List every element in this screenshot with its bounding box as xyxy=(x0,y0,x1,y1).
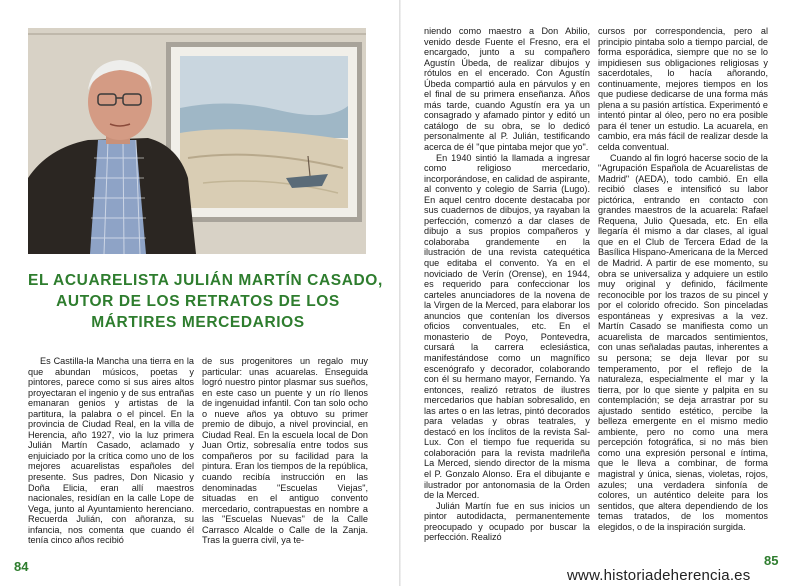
paragraph: En 1940 sintió la llamada a ingresar como religioso mercedario, incorporándose, en calidad de aspirante, al convento y colegio de Sarria (Lugo). En aquel centro docente destacaba por sus cuadernos de dibujos, ya rayaban la perfección, comenzó a dar clases de dibujo a sus propios compañeros y colaboraba grandemente en la ilustración de una revista catequética que editaba el convento. Ya en el noviciado de Verín (Orense), en 1944, es requerido para confeccionar los carteles anunciadores de la novena de la Virgen de la Merced, para elaborar los anuncios que contenían los diversos oficios conventuales, etc. En el monasterio de Poyo, Pontevedra, cursará la carrera eclesiástica, manifestándose como un magnífico escenógrafo y decorador, colaborando con él su hermano mayor, Fernando. Ya entonces, realizó retratos de ilustres mercedarios que habían sobresalido, en las artes o en las letras, pintó decorados para veladas y obras teatrales, y destacó en los ínclitos de la revista Sal-Lux. Con el tiempo fue requerida su colaboración para la revista madrileña La Merced, siendo director de la misma el P. Gonzalo Alonso. Era el dibujante e ilustrador por antonomasia de la Orden de la Merced. xyxy=(424,152,590,501)
artist-photo xyxy=(28,28,366,254)
paragraph: niendo como maestro a Don Abilio, venido desde Fuente el Fresno, era el encargado, junto a su compañero Agustín Úbeda, de realizar dibujos y rótulos en el encerado. Con Agustín Úbeda compartió aula en párvulos y en el final de su primera enseñanza. Años más tarde, cuando Agustín era ya un consagrado y afamado pintor y editó un catálogo de su obra, se lo dedicó personalmente al P. Julián, testificando acerca de él "que pintaba mejor que yo". xyxy=(424,26,590,153)
paragraph: cursos por correspondencia, pero al principio pintaba solo a tiempo parcial, de forma esporádica, siempre que no se lo impidiesen sus obligaciones religiosas y sacerdotales, lo hacía añorando, continuamente, mejores tiempos en los que pudiese dedicarse de una forma más plena a su pasión artística. Experimentó e intentó pintar al óleo, pero no era posible para él tener un estudio. La acuarela, en cambio, era más fácil de realizar desde la celda conventual. xyxy=(598,26,768,153)
article-title xyxy=(28,270,383,333)
title-line: AUTOR DE LOS RETRATOS DE LOS xyxy=(56,293,340,310)
title-line: EL ACUARELISTA JULIÁN MARTÍN CASADO, xyxy=(28,272,383,289)
left-page-column-1 xyxy=(28,356,194,546)
page-number-right: 85 xyxy=(764,553,779,568)
page-gutter xyxy=(399,0,401,586)
artist-photo-illustration xyxy=(28,28,366,254)
paragraph: Es Castilla-la Mancha una tierra en la que abundan músicos, poetas y pintores, parece como si sus aires altos proyectaran el ingenio y de sus entrañas emanaran genios y artistas de la partitura, la palabra o el pincel. En la provincia de Ciudad Real, en la villa de Herencia, año 1927, vio la luz primera Julián Martín Casado, aclamado y enjuiciado por la crítica como uno de los mejores acuarelistas españoles del presente. Sus padres, Don Nicasio y Doña Elicia, eran allí maestros nacionales, residían en la calle Lope de Vega, junto al Ayuntamiento herenciano. Recuerda Julián, con añoranza, su infancia, nos comenta que cuando él tenía cinco años recibió xyxy=(28,356,194,546)
paragraph: Julián Martín fue en sus inicios un pintor autodidacta, permanentemente preocupado y ocupado por buscar la perfección. Realizó xyxy=(424,500,590,543)
paragraph: de sus progenitores un regalo muy particular: unas acuarelas. Enseguida logró nuestro pintor plasmar sus sueños, en este caso un puente y un río llenos de ingenuidad infantil. Con tan solo ocho o nueve años ya obtuvo su primer premio de dibujo, a nivel provincial, en Ciudad Real. En la escuela local de Don Juan Ortiz, sobresalía entre todos sus compañeros por su facilidad para la pintura. Eran los tiempos de la república, cuando recibía instrucción en las denominadas "Escuelas Viejas", situadas en el antiguo convento mercedario, contrapuestas en nombre a las "Escuelas Nuevas" de la Calle Carrasco Alcalde o Calle de la Zanja. Tras la guerra civil, ya te- xyxy=(202,356,368,546)
website-url[interactable]: www.historiadeherencia.es xyxy=(567,567,751,584)
right-page-column-1 xyxy=(424,26,590,543)
left-page-column-2 xyxy=(202,356,368,546)
right-page-column-2 xyxy=(598,26,768,532)
title-line: MÁRTIRES MERCEDARIOS xyxy=(91,314,305,331)
page-number-left: 84 xyxy=(14,559,29,574)
paragraph: Cuando al fin logró hacerse socio de la "Agrupación Española de Acuarelistas de Madrid" (AEDA), todo cambió. En ella recibió clases e intensificó su labor pictórica, entrando en contacto con grandes maestros de la acuarela: Rafael Requena, Julio Quesada, etc. En ella llegaría él mismo a dar clases, al igual que en el Club de Tercera Edad de la Basílica Hispano-Americana de la Merced de Madrid. A partir de ese momento, su obra se universaliza y adquiere un estilo muy original y definido, fácilmente reconocible por los trazos de su pincel y por el colorido ofrecido. Son pinceladas espontáneas y expresivas a la vez. Martín Casado se manifiesta como un acuarelista de marcados sentimientos, con unas señaladas pautas, inherentes a su persona; se deja llevar por su temperamento, por el reflejo de la naturaleza, especialmente el mar y la tierra, por lo que siente y palpita en su contemplación; se deja arrastrar por su ajustado sentido estético, percibe la belleza emergente en el mismo medio ambiente, pero no como una mera percepción fotográfica, si no más bien como una expresión personal e íntima, que le lleva a combinar, de forma magistral y única, sienas, violetas, rojos, azules; una verdadera sinfonía de colores, un auténtico deleite para los sentidos, que altera dependiendo de los temas tratados, de los momentos elegidos, o de la inspiración surgida. xyxy=(598,152,768,532)
